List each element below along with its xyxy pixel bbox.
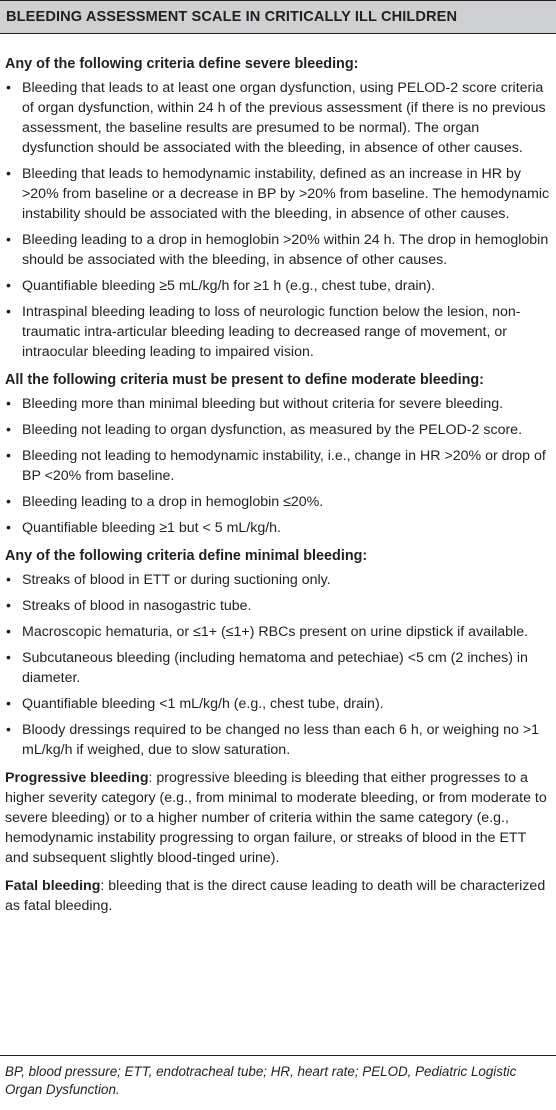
- bullet-icon: •: [6, 494, 11, 510]
- table-body: [0, 54, 556, 924]
- list-item: [0, 590, 556, 616]
- list-item: [0, 74, 556, 158]
- list-item: [0, 616, 556, 642]
- bullet-icon: •: [6, 696, 11, 712]
- criterion-text: Quantifiable bleeding ≥1 but < 5 mL/kg/h.: [22, 520, 281, 536]
- progressive-bleeding-term: Progressive bleeding: [5, 770, 149, 786]
- criterion-text: Bleeding that leads to at least one organ dysfunction, using PELOD-2 score criteria of organ dysfunction, within 24 h of the previous assessment (if there is no previous assessment, the baseline results are presumed to be normal). The organ dysfunction should be associated with the bleeding, in absence of other causes.: [22, 80, 546, 156]
- minimal-bleeding-section: [0, 546, 556, 760]
- list-item: [0, 486, 556, 512]
- progressive-bleeding-text: : progressive bleeding is bleeding that either progresses to a higher severity category (e.g., from minimal to moderate bleeding, or from moderate to severe bleeding) or to a higher number of criteria within the same category (e.g., hemodynamic instability progressing to organ failure, or streaks of blood in the ETT and subsequent slightly blood-tinged urine).: [5, 770, 547, 866]
- moderate-criteria-list: [0, 390, 556, 538]
- fatal-bleeding-text: : bleeding that is the direct cause leading to death will be characterized as fatal bleeding.: [5, 878, 546, 914]
- list-item: [0, 270, 556, 296]
- list-item: [0, 440, 556, 486]
- bullet-icon: •: [6, 650, 11, 666]
- list-item: [0, 714, 556, 760]
- list-item: [0, 566, 556, 590]
- criterion-text: Bleeding not leading to organ dysfunction, as measured by the PELOD-2 score.: [22, 422, 523, 438]
- severe-bleeding-section: [0, 54, 556, 362]
- bullet-icon: •: [6, 232, 11, 248]
- bullet-icon: •: [6, 278, 11, 294]
- bullet-icon: •: [6, 448, 11, 464]
- table-title: BLEEDING ASSESSMENT SCALE IN CRITICALLY ILL CHILDREN: [6, 9, 458, 25]
- bullet-icon: •: [6, 572, 11, 588]
- list-item: [0, 642, 556, 688]
- criterion-text: Bloody dressings required to be changed no less than each 6 h, or weighing no >1 mL/kg/h if weighed, due to slow saturation.: [22, 722, 540, 758]
- criterion-text: Quantifiable bleeding ≥5 mL/kg/h for ≥1 h (e.g., chest tube, drain).: [22, 278, 436, 294]
- bullet-icon: •: [6, 80, 11, 96]
- fatal-bleeding-term: Fatal bleeding: [5, 878, 101, 894]
- minimal-criteria-list: [0, 566, 556, 760]
- criterion-text: Streaks of blood in ETT or during suctioning only.: [22, 572, 331, 588]
- list-item: [0, 296, 556, 362]
- criterion-text: Bleeding not leading to hemodynamic instability, i.e., change in HR >20% or drop of BP <20% from baseline.: [22, 448, 546, 484]
- criterion-text: Intraspinal bleeding leading to loss of neurologic function below the lesion, non-traumatic intra-articular bleeding leading to decreased range of movement, or intraocular bleeding leading to impaired vision.: [22, 304, 521, 360]
- criterion-text: Bleeding leading to a drop in hemoglobin >20% within 24 h. The drop in hemoglobin should be associated with the bleeding, in absence of other causes.: [22, 232, 549, 268]
- bullet-icon: •: [6, 422, 11, 438]
- criterion-text: Bleeding that leads to hemodynamic instability, defined as an increase in HR by >20% from baseline or a decrease in BP by >20% from baseline. The hemodynamic instability should be associated with the bleeding, in absence of other causes.: [22, 166, 550, 222]
- list-item: [0, 158, 556, 224]
- criterion-text: Subcutaneous bleeding (including hematoma and petechiae) <5 cm (2 inches) in diameter.: [22, 650, 528, 686]
- severe-criteria-list: [0, 74, 556, 362]
- moderate-bleeding-section: [0, 370, 556, 538]
- criterion-text: Bleeding more than minimal bleeding but without criteria for severe bleeding.: [22, 396, 504, 412]
- bullet-icon: •: [6, 722, 11, 738]
- bullet-icon: •: [6, 166, 11, 182]
- footnote-divider: [0, 1055, 556, 1056]
- section-heading-severe: Any of the following criteria define severe bleeding:: [5, 56, 359, 72]
- criterion-text: Bleeding leading to a drop in hemoglobin ≤20%.: [22, 494, 324, 510]
- list-item: [0, 512, 556, 538]
- bullet-icon: •: [6, 598, 11, 614]
- progressive-bleeding-definition: [0, 768, 556, 868]
- bullet-icon: •: [6, 520, 11, 536]
- section-heading-minimal: Any of the following criteria define minimal bleeding:: [5, 548, 368, 564]
- footnote: BP, blood pressure; ETT, endotracheal tube; HR, heart rate; PELOD, Pediatric Logistic Organ Dysfunction.: [5, 1064, 517, 1097]
- list-item: [0, 224, 556, 270]
- list-item: [0, 414, 556, 440]
- criterion-text: Streaks of blood in nasogastric tube.: [22, 598, 252, 614]
- table-header: [0, 0, 556, 34]
- bullet-icon: •: [6, 624, 11, 640]
- criterion-text: Macroscopic hematuria, or ≤1+ (≤1+) RBCs present on urine dipstick if available.: [22, 624, 529, 640]
- bullet-icon: •: [6, 396, 11, 412]
- list-item: [0, 688, 556, 714]
- bullet-icon: •: [6, 304, 11, 320]
- section-heading-moderate: All the following criteria must be present to define moderate bleeding:: [5, 372, 484, 388]
- list-item: [0, 390, 556, 414]
- fatal-bleeding-definition: [0, 876, 556, 916]
- criterion-text: Quantifiable bleeding <1 mL/kg/h (e.g., chest tube, drain).: [22, 696, 384, 712]
